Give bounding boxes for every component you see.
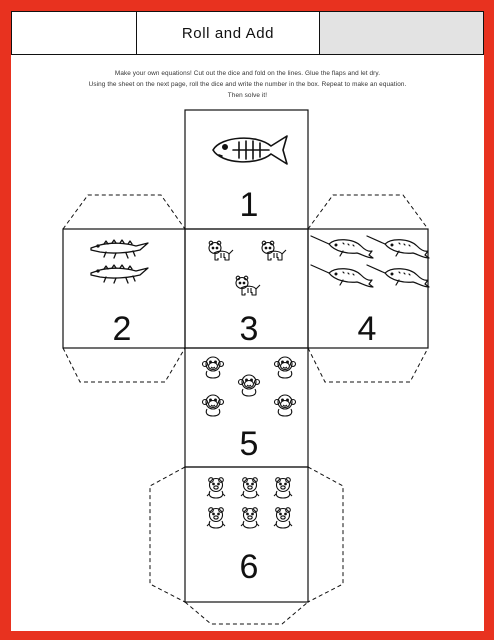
tiger-icon xyxy=(262,241,286,260)
flap-bottom-face xyxy=(150,467,185,602)
monkey-icon xyxy=(275,357,296,378)
monkey-icon xyxy=(275,395,296,416)
die-number: 1 xyxy=(239,186,259,224)
instruction-line: Make your own equations! Cut out the dice and fold on the lines. Glue the flaps and let dry. xyxy=(114,70,381,77)
fish-icon xyxy=(213,136,287,164)
bear-icon xyxy=(207,508,225,528)
crocodile-icon xyxy=(91,265,148,283)
page-title: Roll and Add xyxy=(181,24,275,42)
narwhal-icon xyxy=(311,265,373,287)
die-number: 4 xyxy=(357,310,377,348)
flap-right-top xyxy=(308,195,428,229)
tiger-icon xyxy=(209,241,233,260)
flap-bottom-face xyxy=(185,602,308,624)
flap-bottom-face xyxy=(308,467,343,602)
bear-icon xyxy=(241,508,259,528)
flap-left-top xyxy=(63,195,185,229)
tiger-icon xyxy=(236,276,260,295)
bear-icon xyxy=(207,478,225,498)
die-number: 6 xyxy=(239,548,259,586)
instruction-line: Then solve it! xyxy=(227,92,268,99)
monkey-icon xyxy=(203,357,224,378)
narwhal-icon xyxy=(311,236,373,258)
die-number: 2 xyxy=(112,310,132,348)
flap-left-bottom xyxy=(63,348,185,382)
monkey-icon xyxy=(239,375,260,396)
narwhal-icon xyxy=(367,236,429,258)
bear-icon xyxy=(241,478,259,498)
narwhal-icon xyxy=(367,265,429,287)
monkey-icon xyxy=(203,395,224,416)
bear-icon xyxy=(274,478,292,498)
instruction-line: Using the sheet on the next page, roll the dice and write the number in the box. Repeat to make an equation. xyxy=(88,81,407,88)
die-number: 5 xyxy=(239,425,259,463)
bear-icon xyxy=(274,508,292,528)
dice-faces xyxy=(63,110,428,602)
flap-right-bottom xyxy=(308,348,428,382)
crocodile-icon xyxy=(91,240,148,258)
die-number: 3 xyxy=(239,310,259,348)
